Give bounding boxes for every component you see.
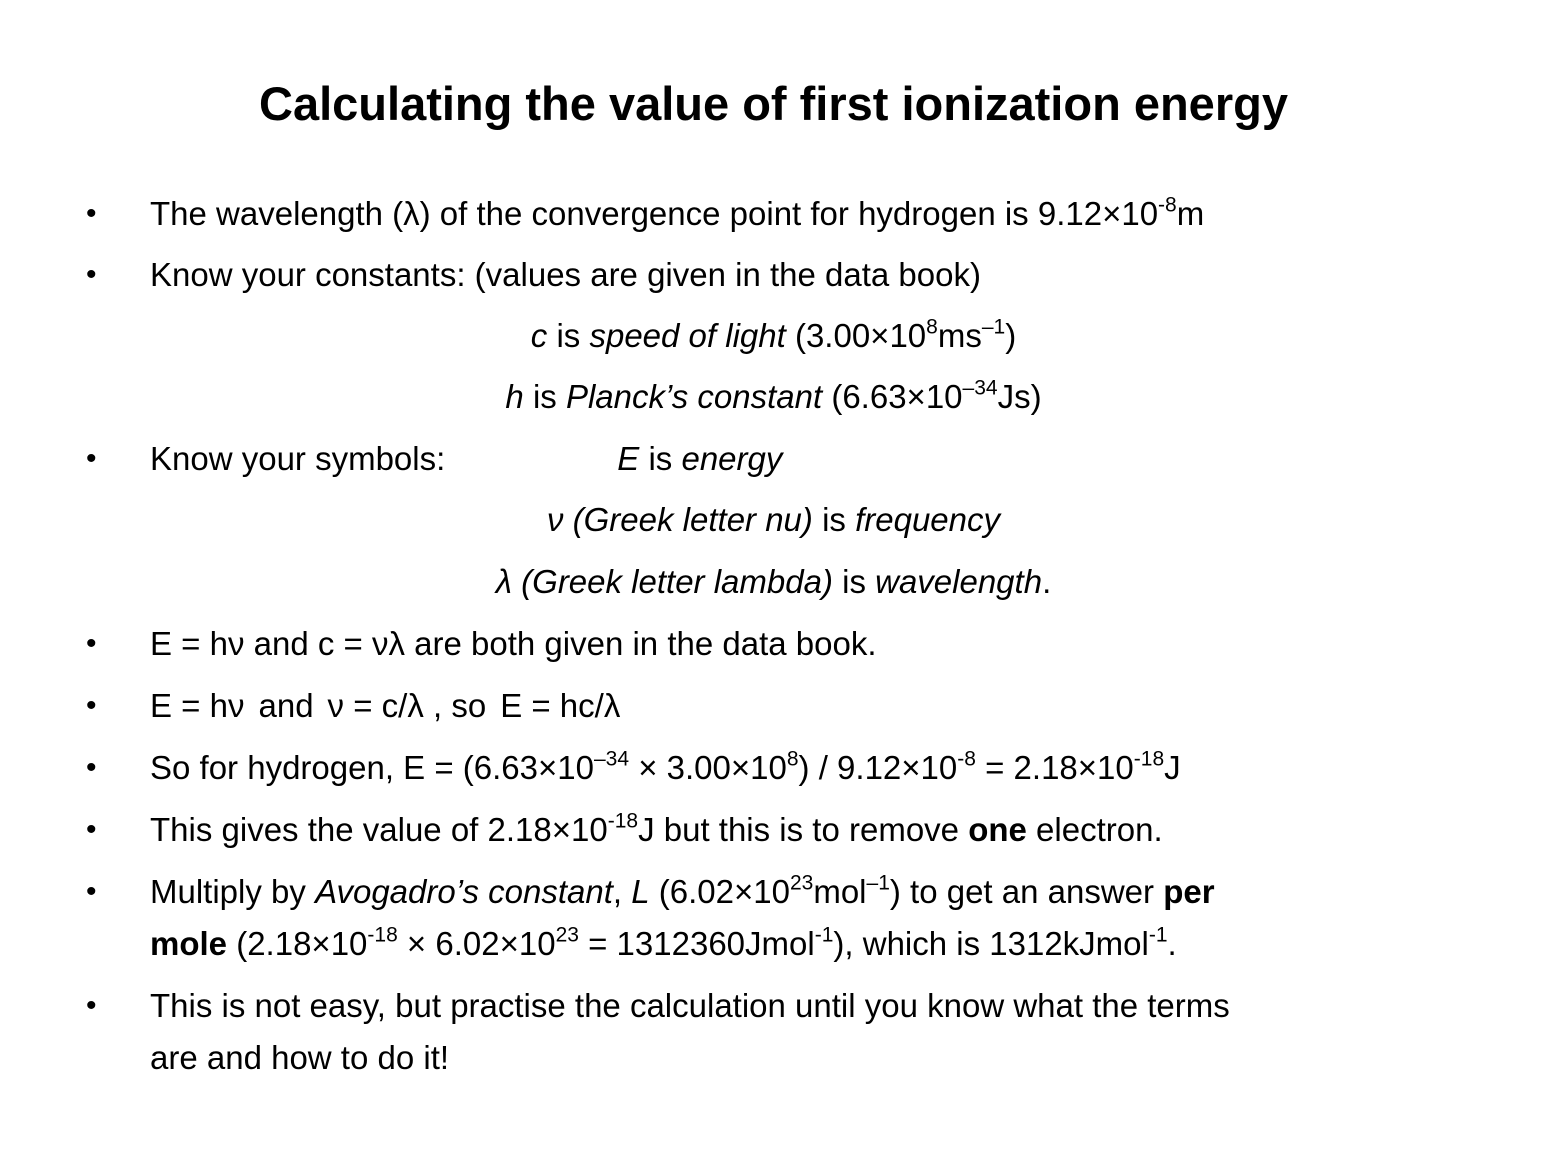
bullet-hydrogen-calc xyxy=(150,746,1181,790)
bullet-one-electron xyxy=(150,808,1163,852)
text-part: ), which is 1312kJmol xyxy=(833,925,1149,962)
equation-e-hc-lambda: E = hc/λ xyxy=(500,687,621,724)
bullet-avogadro xyxy=(150,870,1215,914)
energy-name: energy xyxy=(681,440,783,477)
equation-nu: ν = c/λ , so xyxy=(327,687,487,724)
exponent: -18 xyxy=(607,809,639,833)
bullet-icon: • xyxy=(86,875,97,908)
bullet-icon: • xyxy=(86,442,97,475)
bullet-icon: • xyxy=(86,258,97,291)
h-symbol: h xyxy=(505,378,524,415)
bold-one: one xyxy=(968,811,1027,848)
bullet-icon: • xyxy=(86,989,97,1022)
h-value: (6.63×10 xyxy=(822,378,963,415)
plancks-constant-line xyxy=(0,375,1547,419)
lambda-symbol: λ (Greek letter lambda) xyxy=(495,563,833,600)
bullet-wavelength xyxy=(150,192,1204,236)
bullet-symbols xyxy=(150,437,782,481)
bullet-practise-line1: This is not easy, but practise the calculation until you know what the terms xyxy=(150,987,1230,1024)
bullet-icon: • xyxy=(86,197,97,230)
exponent: 23 xyxy=(555,923,579,947)
bullet-avogadro-continued xyxy=(150,922,1177,966)
exponent: -18 xyxy=(367,923,398,947)
bullet-icon: • xyxy=(86,689,97,722)
text-part: (2.18×10 xyxy=(227,925,368,962)
text-part: × 6.02×10 xyxy=(397,925,556,962)
wavelength-name: wavelength xyxy=(875,563,1043,600)
frequency-name: frequency xyxy=(855,501,1001,538)
is-text: is xyxy=(832,563,876,600)
calc-exponent: -8 xyxy=(957,747,976,771)
exponent: -1 xyxy=(1148,923,1168,947)
period: . xyxy=(1042,563,1052,600)
bullet-icon: • xyxy=(86,813,97,846)
c-value: (3.00×10 xyxy=(785,317,927,354)
text-part: J but this is to remove xyxy=(638,811,969,848)
bullet-derivation xyxy=(150,684,620,728)
is-text: is xyxy=(523,378,566,415)
plancks-constant-name: Planck’s constant xyxy=(565,378,823,415)
bullet-equations-given: E = hν and c = νλ are both given in the data book. xyxy=(150,625,877,662)
wavelength-line xyxy=(0,560,1547,604)
h-exponent: –34 xyxy=(962,376,998,400)
exponent: 23 xyxy=(789,871,814,895)
wavelength-unit: m xyxy=(1176,195,1205,232)
c-symbol: c xyxy=(530,317,548,354)
text-part: ) to get an answer xyxy=(889,873,1164,910)
calc-unit: J xyxy=(1164,749,1181,786)
text-part: . xyxy=(1167,925,1177,962)
equation-e-hnu: E = hν xyxy=(150,687,245,724)
is-text: is xyxy=(547,317,590,354)
is-text: is xyxy=(639,440,682,477)
text-part: (6.02×10 xyxy=(649,873,790,910)
calc-part: × 3.00×10 xyxy=(629,749,787,786)
wavelength-exponent: -8 xyxy=(1158,193,1177,217)
exponent: -1 xyxy=(814,923,834,947)
e-symbol: E xyxy=(617,440,640,477)
c-exponent: 8 xyxy=(926,315,938,339)
slide-title: Calculating the value of first ionization energy xyxy=(259,77,1288,130)
h-unit: Js) xyxy=(997,378,1042,415)
text-part: = 1312360Jmol xyxy=(578,925,815,962)
bullet-practise-line2: are and how to do it! xyxy=(150,1039,450,1076)
bullet-icon: • xyxy=(86,751,97,784)
text-part: mol xyxy=(813,873,867,910)
nu-symbol: ν (Greek letter nu) xyxy=(546,501,813,538)
avogadro-name: Avogadro’s constant xyxy=(315,873,613,910)
bullet-constants: Know your constants: (values are given in the data book) xyxy=(150,256,981,293)
exponent: –1 xyxy=(866,871,890,895)
c-unit: ms xyxy=(937,317,982,354)
c-unit-exponent: –1 xyxy=(981,315,1006,339)
c-close: ) xyxy=(1005,317,1017,354)
frequency-line xyxy=(0,498,1547,542)
is-text: is xyxy=(812,501,856,538)
text-part: electron. xyxy=(1026,811,1163,848)
calc-part: ) / 9.12×10 xyxy=(798,749,958,786)
l-symbol: L xyxy=(631,873,650,910)
text-part: This gives the value of 2.18×10 xyxy=(150,811,608,848)
calc-part: So for hydrogen, E = (6.63×10 xyxy=(150,749,594,786)
wavelength-text: The wavelength (λ) of the convergence point for hydrogen is 9.12×10 xyxy=(150,195,1159,232)
bullet-icon: • xyxy=(86,627,97,660)
text-part: Multiply by xyxy=(150,873,316,910)
bold-mole: mole xyxy=(150,925,228,962)
speed-of-light-name: speed of light xyxy=(589,317,786,354)
and-text: and xyxy=(258,687,314,724)
calc-part: = 2.18×10 xyxy=(975,749,1134,786)
bold-per: per xyxy=(1163,873,1215,910)
calc-exponent: 8 xyxy=(786,747,799,771)
symbols-label: Know your symbols: xyxy=(150,440,446,477)
calc-exponent: –34 xyxy=(593,747,630,771)
speed-of-light-line xyxy=(0,314,1547,358)
text-part: , xyxy=(612,873,632,910)
calc-exponent: -18 xyxy=(1133,747,1165,771)
